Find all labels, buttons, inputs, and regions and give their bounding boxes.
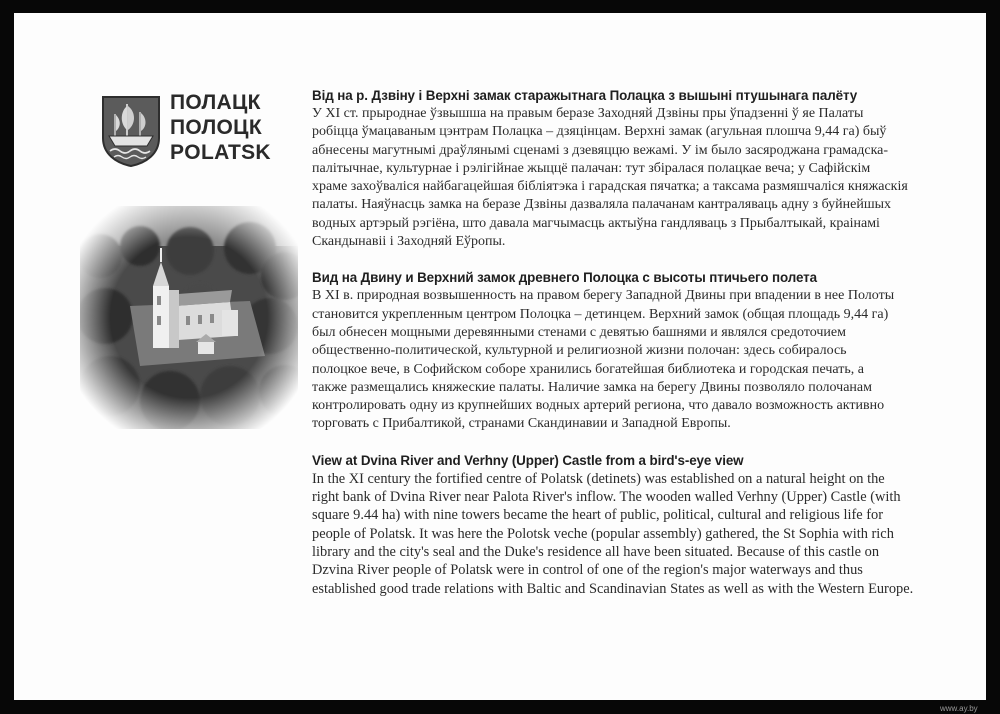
section-title: Вид на Двину и Верхний замок древнего Полоцка с высоты птичьего полета <box>312 270 817 286</box>
city-name-russian: ПОЛОЦК <box>170 116 262 139</box>
coat-of-arms-ship-icon <box>100 94 162 168</box>
watermark: www.ay.by <box>940 704 978 713</box>
city-name-belarusian: ПОЛАЦК <box>170 91 261 114</box>
description-text <box>312 87 952 616</box>
aerial-church-photo <box>80 206 298 429</box>
city-name-english: POLATSK <box>170 141 271 164</box>
polatsk-logo <box>100 90 290 180</box>
section-belarusian <box>312 87 952 251</box>
section-russian <box>312 269 952 433</box>
postcard-back <box>14 13 986 700</box>
section-english <box>312 452 952 598</box>
section-title: View at Dvina River and Verhny (Upper) Castle from a bird's-eye view <box>312 452 744 468</box>
section-body: В XI в. природная возвышенность на правом берегу Западной Двины при впадении в нее Полоты становится укрепленным центром Полоцка – детинцем. Верхний замок (общая площадь 9,44 га) был обнесен мощными деревянными стенами с девятью башнями и являлся средоточием общественно-политической, культурной и религиозной жизни полочан: здесь собиралось полоцкое вече, в Софийском соборе хранились богатейшая библиотека и городская печать, а также размещались княжеские палаты. Наличие замка на берегу Двины позволяло полочанам контролировать одну из крупнейших водных артерий региона, что давало возможность активно торговать с Прибалтикой, странами Скандинавии и Западной Европы. <box>312 288 895 432</box>
section-body: In the XI century the fortified centre of Polatsk (detinets) was established on a natural height on the right bank of Dvina River near Palota River's inflow. The wooden walled Verhny (Upper) Castle (with square 9.44 ha) with nine towers became the heart of public, political, cultural and religious life for people of Polatsk. It was here the Polotsk veche (popular assembly) gathered, the St Sophia with rich library and the city's seal and the Duke's residence all have been situated. Because of this castle on Dzvina River people of Polatsk were in control of one of the region's major waterways and thus established good trade relations with Baltic and Scandinavian States as well as with the Western Europe. <box>312 470 914 597</box>
section-body: У XI ст. прыроднае ўзвышша на правым беразе Заходняй Дзвіны пры ўпадзенні ў яе Палаты робіцца ўмацаваным цэнтрам Полацка – дзяцінцам. Верхні замак (агульная плошча 9,44 га) быў абнесены магутнымі драўлянымі сценамі з дзевяццю вежамі. У ім было засяроджана грамадска- палітычнае, культурнае і рэлігійнае жыццё палачан: тут збіралася полацкае веча; у Сафійскім храме захоўваліся найбагацейшая бібліятэка і гарадская пячатка; а таксама размяшчаліся княжаскія палаты. Наяўнасць замка на беразе Дзвіны дазваляла палачанам кантраляваць адну з буйнейшых водных артэрый рэгіёна, што давала магчымасць актыўна гандляваць з Прыбалтыкай, краінамі Скандынавіі і Заходняй Еўропы. <box>312 106 908 250</box>
section-title: Від на р. Дзвіну і Верхні замак старажытнага Полацка з вышыні птушынага палёту <box>312 88 858 103</box>
